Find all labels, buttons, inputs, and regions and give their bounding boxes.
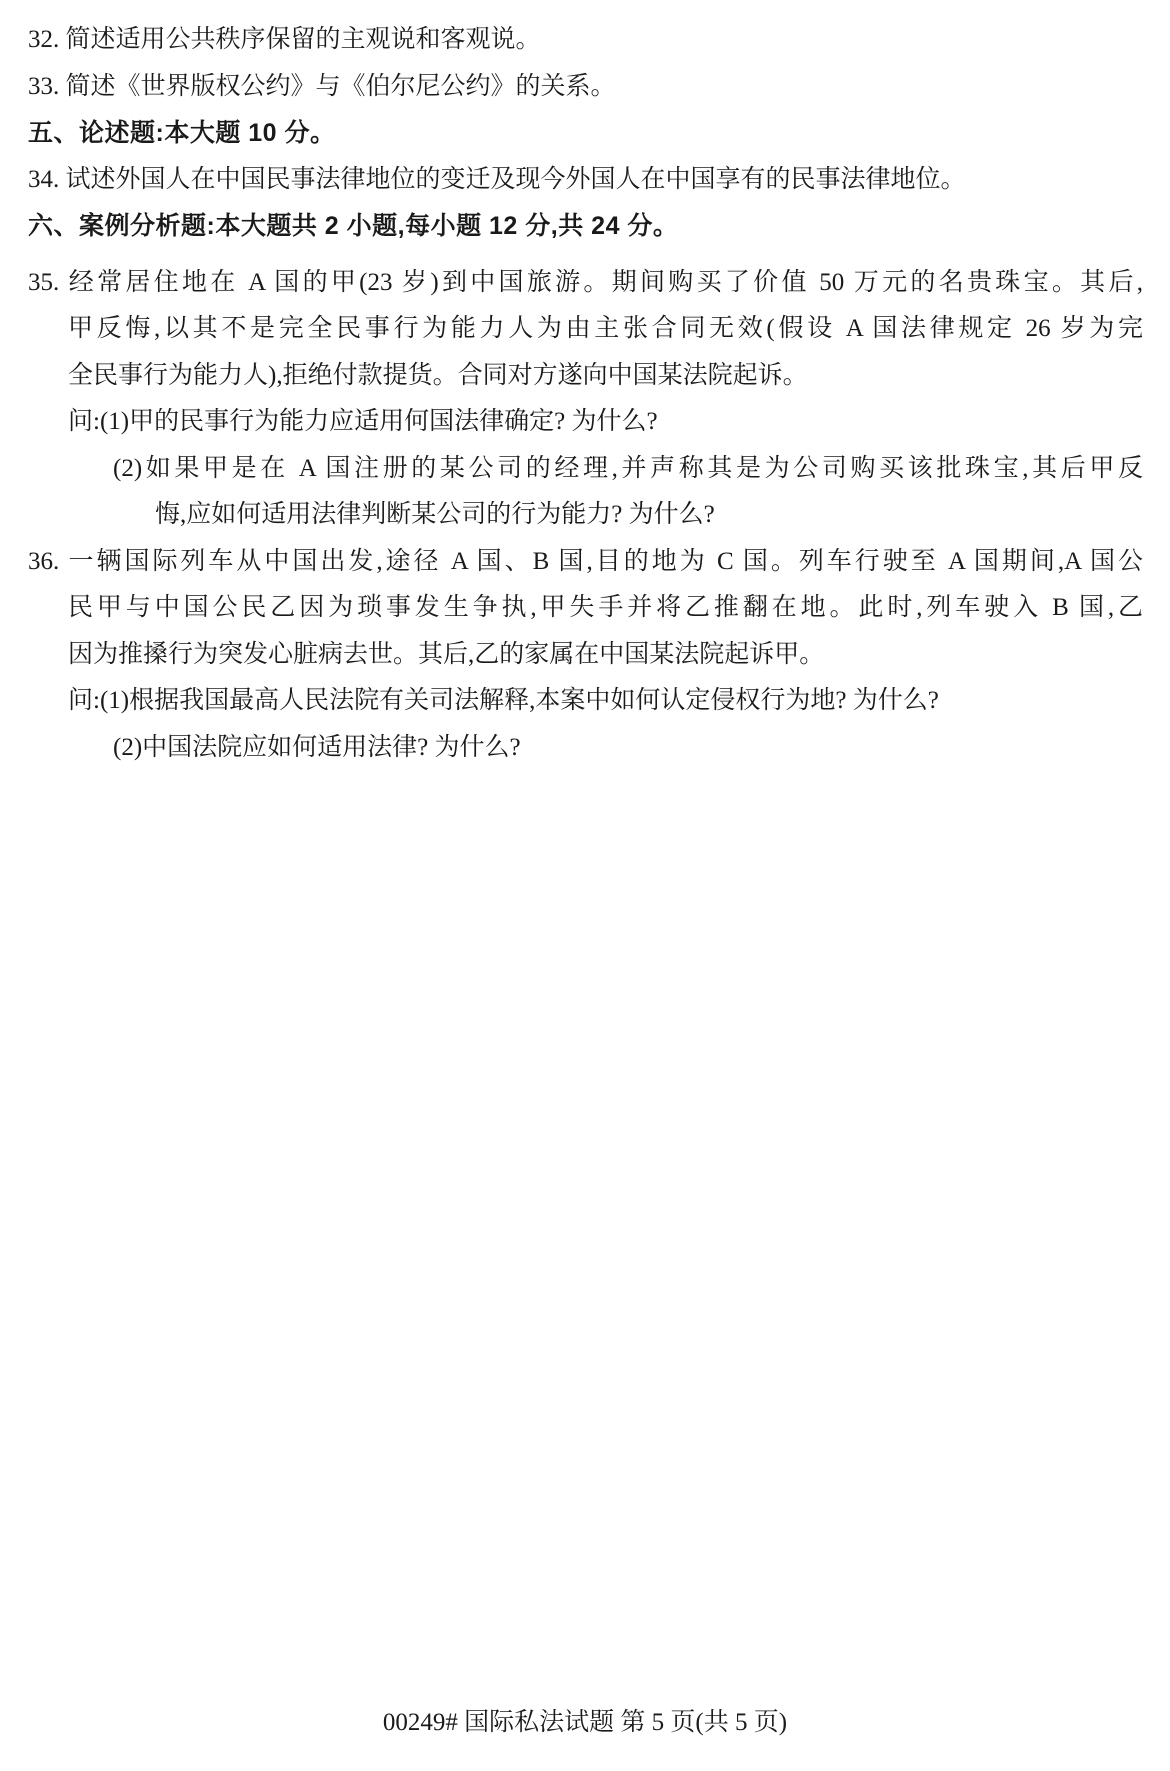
question-33: 33. 简述《世界版权公约》与《伯尔尼公约》的关系。 bbox=[28, 72, 616, 100]
section-6-heading: 六、案例分析题:本大题共 2 小题,每小题 12 分,共 24 分。 bbox=[28, 212, 679, 240]
question-35-sub-question-2: (2)如果甲是在 A 国注册的某公司的经理,并声称其是为公司购买该批珠宝,其后甲反 bbox=[113, 454, 1143, 482]
question-35-line-1: 35. 经常居住地在 A 国的甲(23 岁)到中国旅游。期间购买了价值 50 万元的名贵珠宝。其后, bbox=[28, 268, 1143, 296]
question-36-line-3: 因为推搡行为突发心脏病去世。其后,乙的家属在中国某法院起诉甲。 bbox=[68, 640, 825, 668]
exam-content bbox=[0, 0, 1170, 771]
question-36-line-1: 36. 一辆国际列车从中国出发,途径 A 国、B 国,目的地为 C 国。列车行驶至 A 国期间,A 国公 bbox=[28, 547, 1143, 575]
page-footer: 00249# 国际私法试题 第 5 页(共 5 页) bbox=[382, 1709, 788, 1736]
question-35-sub-question-1: 问:(1)甲的民事行为能力应适用何国法律确定? 为什么? bbox=[68, 408, 658, 435]
question-32: 32. 简述适用公共秩序保留的主观说和客观说。 bbox=[28, 26, 541, 53]
question-36-sub-question-2: (2)中国法院应如何适用法律? 为什么? bbox=[113, 733, 521, 761]
question-35-sub-question-2-cont: 悔,应如何适用法律判断某公司的行为能力? 为什么? bbox=[155, 501, 715, 528]
section-5-heading: 五、论述题:本大题 10 分。 bbox=[28, 119, 336, 147]
question-34: 34. 试述外国人在中国民事法律地位的变迁及现今外国人在中国享有的民事法律地位。 bbox=[28, 165, 966, 193]
question-35-line-3: 全民事行为能力人),拒绝付款提货。合同对方遂向中国某法院起诉。 bbox=[68, 361, 808, 389]
question-36-sub-question-1: 问:(1)根据我国最高人民法院有关司法解释,本案中如何认定侵权行为地? 为什么? bbox=[68, 687, 939, 714]
question-35-line-2: 甲反悔,以其不是完全民事行为能力人为由主张合同无效(假设 A 国法律规定 26 岁为完 bbox=[68, 315, 1143, 342]
question-36-line-2: 民甲与中国公民乙因为琐事发生争执,甲失手并将乙推翻在地。此时,列车驶入 B 国,乙 bbox=[68, 594, 1143, 621]
